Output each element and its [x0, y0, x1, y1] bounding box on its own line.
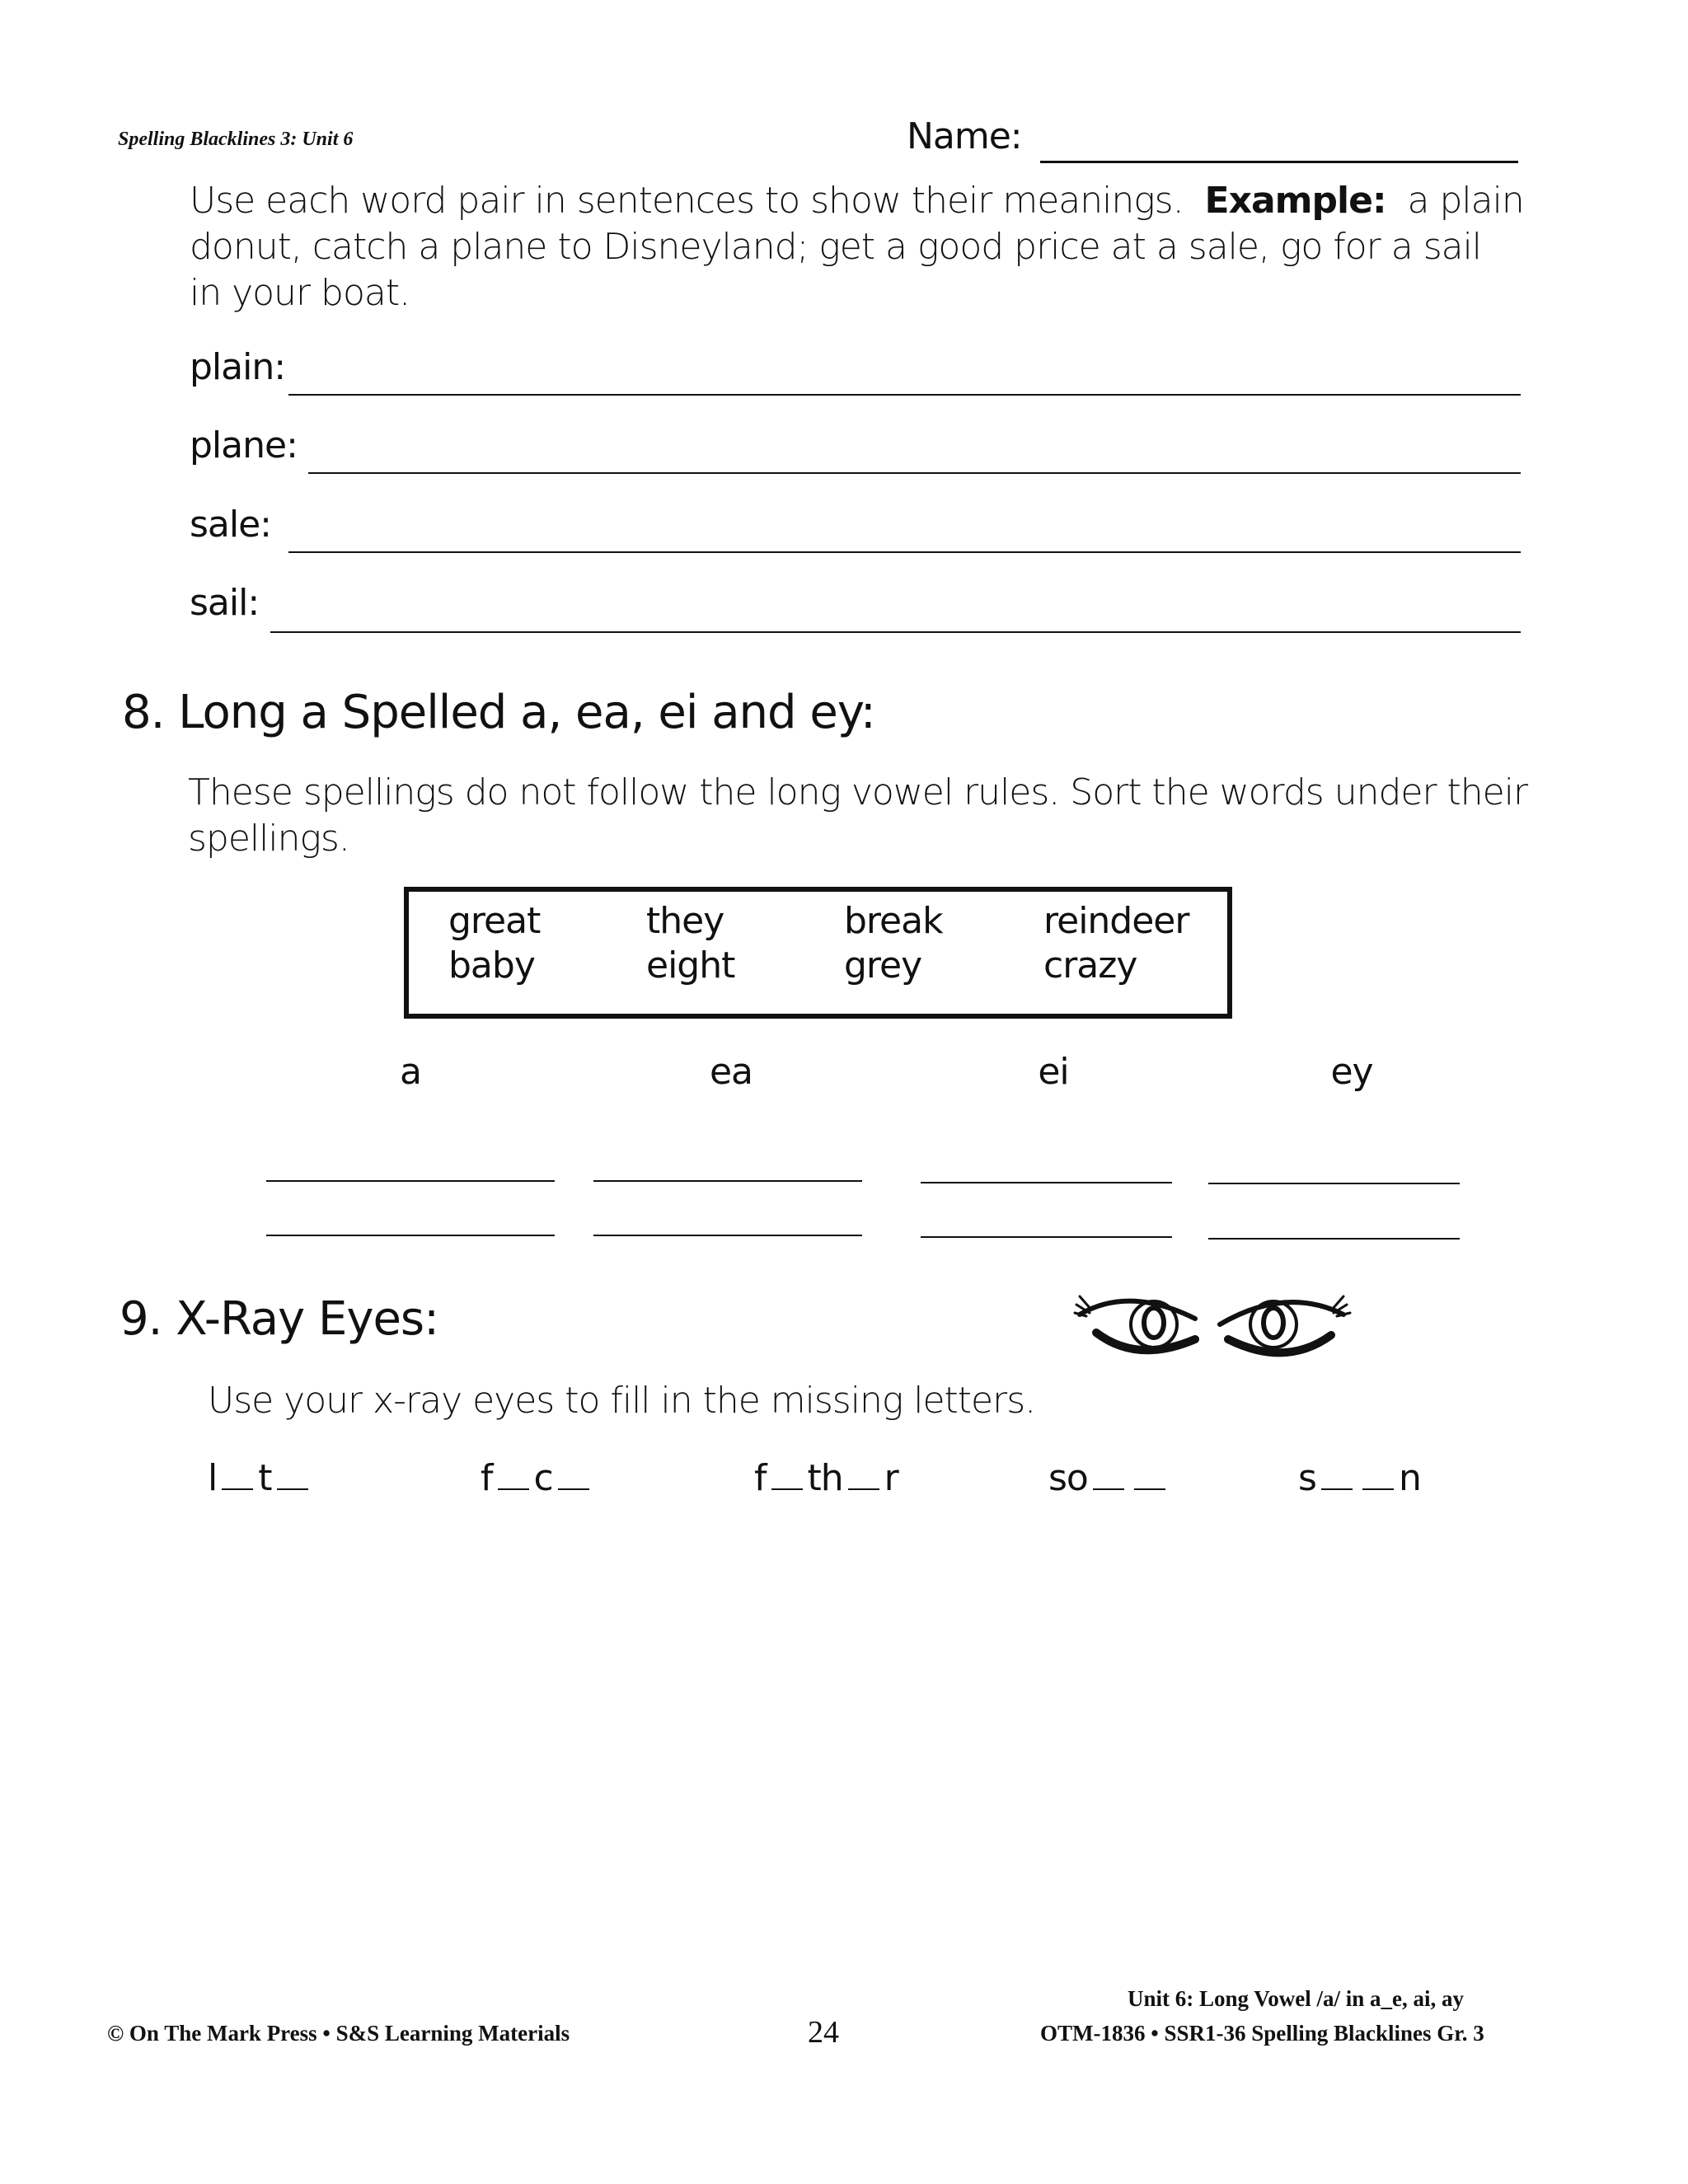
- eyes-icon: [1071, 1290, 1401, 1380]
- section-9-title: 9. X-Ray Eyes:: [120, 1292, 438, 1346]
- letter: th: [807, 1457, 843, 1499]
- name-label: Name:: [907, 115, 1022, 157]
- blank-input[interactable]: [771, 1488, 803, 1490]
- sort-instructions-line-2: spellings.: [188, 818, 349, 860]
- letter: t: [258, 1457, 272, 1499]
- example-text: a plain: [1407, 180, 1524, 222]
- blank-input[interactable]: [1362, 1488, 1394, 1490]
- missing-letters-item[interactable]: [208, 1457, 313, 1499]
- word-bank-word: eight: [646, 944, 735, 987]
- word-bank-word: grey: [844, 944, 922, 987]
- missing-letters-item[interactable]: [1298, 1457, 1421, 1499]
- blank-input[interactable]: [277, 1488, 308, 1490]
- name-field[interactable]: [1040, 161, 1518, 163]
- section-8-title: 8. Long a Spelled a, ea, ei and ey:: [122, 686, 875, 739]
- blank-input[interactable]: [1321, 1488, 1353, 1490]
- sentence-input-plane[interactable]: [308, 472, 1521, 474]
- footer-product-line: OTM-1836 • SSR1-36 Spelling Blacklines Gr. 3: [1040, 2021, 1484, 2046]
- field-label-sale: sale:: [190, 504, 272, 546]
- sentence-input-sale[interactable]: [288, 551, 1521, 553]
- letter: s: [1298, 1457, 1316, 1499]
- column-header-a: a: [400, 1051, 421, 1093]
- word-bank-word: great: [448, 900, 541, 942]
- sort-input-a-1[interactable]: [266, 1180, 555, 1182]
- example-label: Example:: [1204, 180, 1386, 222]
- word-bank-box: [404, 887, 1232, 1019]
- column-header-ey: ey: [1330, 1051, 1373, 1093]
- sort-input-ea-2[interactable]: [593, 1235, 862, 1236]
- sort-input-ei-1[interactable]: [921, 1182, 1172, 1183]
- missing-letters-item[interactable]: [1048, 1457, 1170, 1499]
- word-bank-word: reindeer: [1043, 900, 1189, 942]
- sort-input-a-2[interactable]: [266, 1235, 555, 1236]
- xray-instructions: Use your x-ray eyes to fill in the missing letters.: [208, 1380, 1036, 1422]
- sentence-input-sail[interactable]: [270, 631, 1521, 633]
- blank-input[interactable]: [558, 1488, 589, 1490]
- letter: f: [754, 1457, 767, 1499]
- missing-letters-item[interactable]: [754, 1457, 898, 1499]
- sort-input-ei-2[interactable]: [921, 1236, 1172, 1238]
- sentence-input-plain[interactable]: [288, 394, 1521, 396]
- letter: so: [1048, 1457, 1088, 1499]
- letter: f: [481, 1457, 493, 1499]
- instructions-text: Use each word pair in sentences to show their meanings.: [190, 180, 1184, 222]
- letter: c: [533, 1457, 553, 1499]
- sort-instructions-line-1: These spellings do not follow the long vowel rules. Sort the words under their: [188, 771, 1528, 813]
- sort-input-ey-2[interactable]: [1208, 1238, 1460, 1240]
- blank-input[interactable]: [848, 1488, 879, 1490]
- word-bank-word: break: [844, 900, 943, 942]
- blank-input[interactable]: [1093, 1488, 1124, 1490]
- word-bank-word: baby: [448, 944, 535, 987]
- column-header-ei: ei: [1038, 1051, 1069, 1093]
- blank-input[interactable]: [1134, 1488, 1165, 1490]
- blank-input[interactable]: [498, 1488, 529, 1490]
- sort-input-ea-1[interactable]: [593, 1180, 862, 1182]
- word-bank-word: crazy: [1043, 944, 1137, 987]
- column-header-ea: ea: [709, 1051, 753, 1093]
- word-bank-word: they: [646, 900, 724, 942]
- letter: r: [884, 1457, 898, 1499]
- word-pair-instructions: [190, 178, 1524, 224]
- blank-input[interactable]: [222, 1488, 253, 1490]
- example-line-2: donut, catch a plane to Disneyland; get a good price at a sale, go for a sail: [190, 226, 1482, 268]
- field-label-plane: plane:: [190, 424, 298, 466]
- book-title: Spelling Blacklines 3: Unit 6: [118, 129, 354, 150]
- letter: n: [1398, 1457, 1421, 1499]
- field-label-sail: sail:: [190, 582, 260, 624]
- sort-input-ey-1[interactable]: [1208, 1183, 1460, 1184]
- letter: l: [208, 1457, 218, 1499]
- example-line-3: in your boat.: [190, 272, 410, 314]
- footer-copyright: © On The Mark Press • S&S Learning Materials: [107, 2021, 570, 2046]
- page-number: 24: [808, 2015, 839, 2050]
- footer-unit-line: Unit 6: Long Vowel /a/ in a_e, ai, ay: [1128, 1986, 1465, 2011]
- missing-letters-item[interactable]: [481, 1457, 594, 1499]
- field-label-plain: plain:: [190, 346, 286, 388]
